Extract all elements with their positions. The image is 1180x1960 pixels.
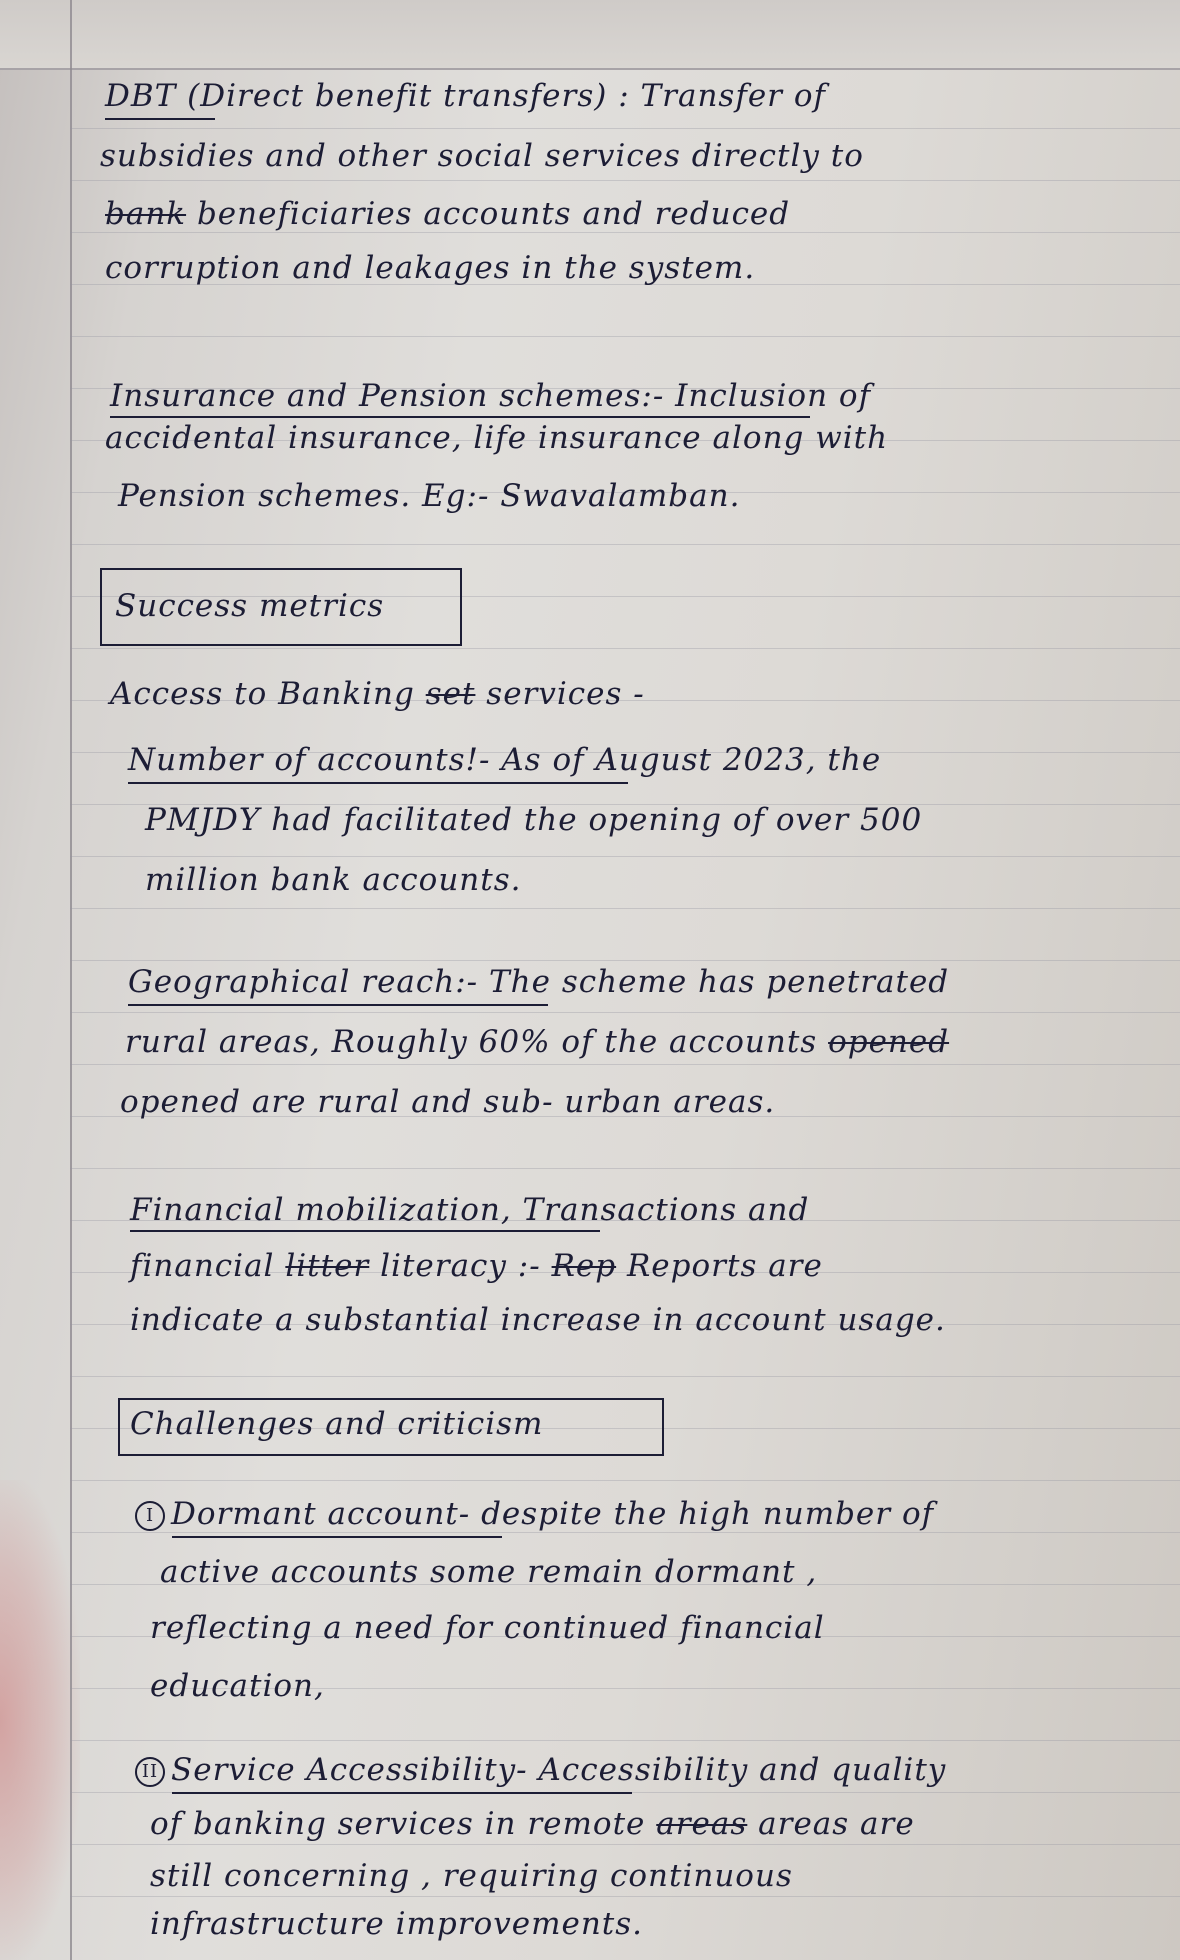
ruled-line <box>70 336 1180 337</box>
fin-line-1-rest: , Transactions and <box>500 1192 810 1228</box>
challenge-2-line-1-rest: - Accessibility and quality <box>516 1752 947 1788</box>
geo-line-1-rest: :- The scheme has penetrated <box>455 964 950 1000</box>
challenge-2-line-2-b: areas are <box>758 1806 915 1842</box>
header-rule <box>0 68 1180 70</box>
insurance-heading: Insurance and Pension schemes <box>110 378 642 414</box>
geo-line-3: opened are rural and sub- urban areas. <box>120 1084 776 1120</box>
ruled-line <box>70 856 1180 857</box>
accounts-line-1-rest: - As of August 2023, the <box>478 742 882 778</box>
ruled-line <box>70 1064 1180 1065</box>
ruled-line <box>70 648 1180 649</box>
dbt-underline <box>105 118 215 120</box>
finger-shadow <box>0 1480 80 1960</box>
dbt-strikethrough: bank <box>105 196 187 232</box>
insurance-underline <box>110 416 810 418</box>
geo-underline <box>128 1004 548 1006</box>
challenge-2-line-2-a: of banking services in remote <box>150 1806 646 1842</box>
accounts-line-3: million bank accounts. <box>145 862 522 898</box>
ruled-line <box>70 1012 1180 1013</box>
accounts-line-2: PMJDY had facilitated the opening of over 500 <box>145 802 923 838</box>
challenge-1-line-1-rest: - despite the high number of <box>458 1496 935 1532</box>
challenges-title: Challenges and criticism <box>130 1406 544 1442</box>
dbt-line-4: corruption and leakages in the system. <box>105 250 756 286</box>
access-text-2: services - <box>486 676 645 712</box>
ruled-line <box>70 908 1180 909</box>
challenge-2-line-3: still concerning , requiring continuous <box>150 1858 793 1894</box>
ruled-line <box>70 1740 1180 1741</box>
fin-line-1 <box>130 1192 809 1228</box>
fin-line-2-b: literacy :- <box>380 1248 541 1284</box>
insurance-line-1-rest: :- Inclusion of <box>641 378 872 414</box>
numeral-one-icon: I <box>135 1501 165 1531</box>
insurance-line-2: accidental insurance, life insurance along with <box>105 420 889 456</box>
ruled-line <box>70 1844 1180 1845</box>
challenge-1-underline <box>172 1536 502 1538</box>
ruled-line <box>70 232 1180 233</box>
ruled-line <box>70 544 1180 545</box>
challenge-2-line-4: infrastructure improvements. <box>150 1906 644 1942</box>
margin-rule <box>70 0 72 1960</box>
challenge-2-heading: Service Accessibility <box>171 1752 517 1788</box>
challenge-1-line-1 <box>135 1496 934 1532</box>
challenge-1-line-2: active accounts some remain dormant , <box>160 1554 818 1590</box>
page-top-band <box>0 0 1180 70</box>
challenge-2-line-1 <box>135 1752 946 1788</box>
ruled-line <box>70 180 1180 181</box>
insurance-line-1 <box>110 378 871 414</box>
accounts-heading: Number of accounts! <box>128 742 479 778</box>
fin-strikethrough-1: litter <box>285 1248 370 1284</box>
geo-line-1 <box>128 964 949 1000</box>
ruled-line <box>70 1896 1180 1897</box>
fin-underline <box>130 1230 600 1232</box>
fin-line-3: indicate a substantial increase in account usage. <box>130 1302 946 1338</box>
ruled-line <box>70 960 1180 961</box>
access-line <box>110 676 645 712</box>
challenge-2-line-2 <box>150 1806 915 1842</box>
dbt-line-3 <box>105 196 790 232</box>
ruled-line <box>70 1376 1180 1377</box>
challenge-1-line-4: education, <box>150 1668 325 1704</box>
fin-line-2 <box>130 1248 823 1284</box>
geo-strikethrough: opened <box>828 1024 950 1060</box>
fin-line-2-c: Reports are <box>626 1248 823 1284</box>
geo-line-2 <box>125 1024 949 1060</box>
challenge-2-underline <box>172 1792 632 1794</box>
geo-heading: Geographical reach <box>128 964 456 1000</box>
success-metrics-title: Success metrics <box>115 588 385 624</box>
ruled-line <box>70 1480 1180 1481</box>
dbt-line-3-text: beneficiaries accounts and reduced <box>196 196 791 232</box>
fin-line-2-a: financial <box>130 1248 275 1284</box>
insurance-line-3: Pension schemes. Eg:- Swavalamban. <box>118 478 741 514</box>
geo-line-2-text: rural areas, Roughly 60% of the accounts <box>125 1024 818 1060</box>
fin-heading: Financial mobilization <box>130 1192 501 1228</box>
dbt-line-1: DBT (Direct benefit transfers) : Transfer of <box>105 78 826 114</box>
dbt-line-2: subsidies and other social services directly to <box>100 138 864 174</box>
accounts-line-1 <box>128 742 881 778</box>
ruled-line <box>70 1532 1180 1533</box>
ruled-line <box>70 1168 1180 1169</box>
fin-strikethrough-2: Rep <box>551 1248 617 1284</box>
access-text: Access to Banking <box>110 676 415 712</box>
challenge-2-strikethrough: areas <box>656 1806 748 1842</box>
challenge-1-line-3: reflecting a need for continued financial <box>150 1610 825 1646</box>
numeral-two-icon: II <box>135 1757 165 1787</box>
challenge-1-heading: Dormant account <box>171 1496 459 1532</box>
access-strikethrough: set <box>425 676 476 712</box>
ruled-line <box>70 128 1180 129</box>
accounts-underline <box>128 782 628 784</box>
